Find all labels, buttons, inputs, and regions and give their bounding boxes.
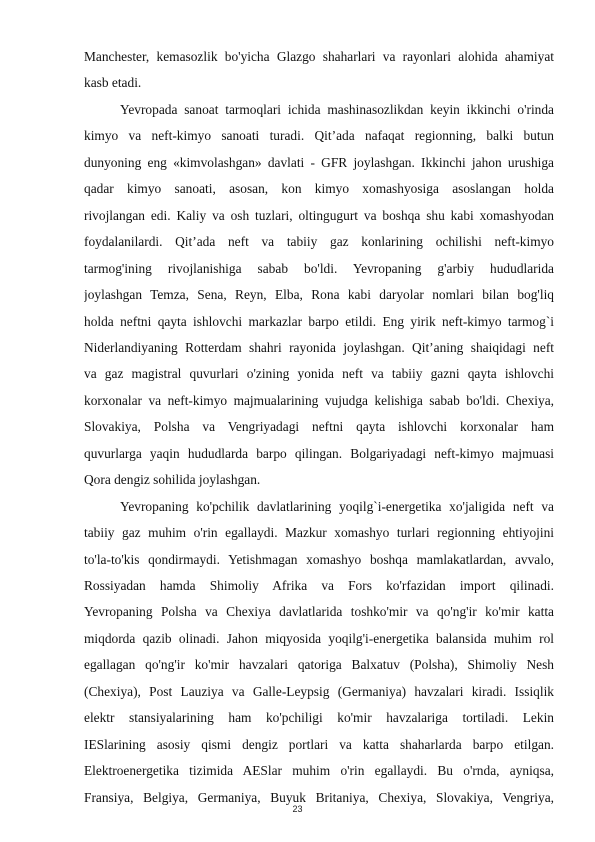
text-line: miqdorda qazib olinadi. Jahon miqyosida yoqilg'i-energetika balansida muhim rol bbox=[84, 630, 554, 646]
text-line: va gaz magistral quvurlari o'zining yonida neft va tabiiy gazni qayta ishlovchi bbox=[84, 366, 554, 382]
text-line: foydalanilardi. Qit’ada neft va tabiiy gaz konlarining ochilishi neft-kimyo bbox=[84, 234, 554, 250]
text-line: Rossiyadan hamda Shimoliy Afrika va Fors ko'rfazidan import qilinadi. bbox=[84, 578, 554, 593]
text-line: elektr stansiyalarining ham ko'pchiligi ko'mir havzalariga tortiladi. Lekin bbox=[84, 710, 554, 726]
text-line: Qora dengiz sohilida joylashgan. bbox=[84, 472, 261, 488]
paragraph-start-line: Yevropaning ko'pchilik davlatlarining yoqilg`i-energetika xo'jaligida neft va bbox=[120, 498, 554, 514]
text-line: Yevropaning Polsha va Chexiya davlatlarida toshko'mir va qo'ng'ir ko'mir katta bbox=[84, 604, 554, 620]
text-line: Elektroenergetika tizimida AESlar muhim o'rin egallaydi. Bu o'rnda, ayniqsa, bbox=[84, 763, 554, 779]
text-line: joylashgan Temza, Sena, Reyn, Elba, Rona kabi daryolar nomlari bilan bog'liq bbox=[84, 287, 554, 303]
text-line: holda neftni qayta ishlovchi markazlar barpo etildi. Eng yirik neft-kimyo tarmog`i bbox=[84, 313, 554, 329]
text-line: IESlarining asosiy qismi dengiz portlari va katta shaharlarda barpo etilgan. bbox=[84, 736, 554, 752]
text-line: korxonalar va neft-kimyo majmualarining vujudga kelishiga sabab bo'ldi. Chexiya, bbox=[84, 392, 554, 408]
text-line: Manchester, kemasozlik bo'yicha Glazgo shaharlari va rayonlari alohida ahamiyat bbox=[84, 49, 554, 64]
text-line: dunyoning eng «kimvolashgan» davlati - GFR joylashgan. Ikkinchi jahon urushiga bbox=[84, 154, 554, 170]
text-line: Niderlandiyaning Rotterdam shahri rayonida joylashgan. Qit’aning shaiqidagi neft bbox=[84, 339, 554, 355]
text-line: egallagan qo'ng'ir ko'mir havzalari qatoriga Balxatuv (Polsha), Shimoliy Nesh bbox=[84, 657, 554, 673]
paragraph-start-line: Yevropada sanoat tarmoqlari ichida mashinasozlikdan keyin ikkinchi o'rinda bbox=[120, 101, 554, 117]
page-number: 23 bbox=[292, 804, 303, 814]
text-line: tabiiy gaz muhim o'rin egallaydi. Mazkur xomashyo turlari regionning ehtiyojini bbox=[84, 525, 554, 541]
text-line: to'la-to'kis qondirmaydi. Yetishmagan xomashyo boshqa mamlakatlardan, avvalo, bbox=[84, 551, 554, 567]
text-line: kimyo va neft-kimyo sanoati turadi. Qit’ada nafaqat regionning, balki butun bbox=[84, 128, 554, 144]
text-line: tarmog'ining rivojlanishiga sabab bo'ldi. Yevropaning g'arbiy hududlarida bbox=[84, 260, 554, 276]
text-line: rivojlangan edi. Kaliy va osh tuzlari, oltingugurt va boshqa shu kabi xomashyodan bbox=[84, 207, 554, 223]
text-line: Slovakiya, Polsha va Vengriyadagi neftni qayta ishlovchi korxonalar ham bbox=[84, 419, 554, 435]
text-line: qadar kimyo sanoati, asosan, kon kimyo xomashyosiga asoslangan holda bbox=[84, 181, 554, 197]
text-line: Fransiya, Belgiya, Germaniya, Buyuk Britaniya, Chexiya, Slovakiya, Vengriya, bbox=[84, 789, 554, 805]
text-line: (Chexiya), Post Lauziya va Galle-Leypsig (Germaniya) havzalari kiradi. Issiqlik bbox=[84, 683, 554, 699]
text-line: quvurlarga yaqin hududlarda barpo qilingan. Bolgariyadagi neft-kimyo majmuasi bbox=[84, 445, 554, 461]
text-line: kasb etadi. bbox=[84, 75, 142, 91]
